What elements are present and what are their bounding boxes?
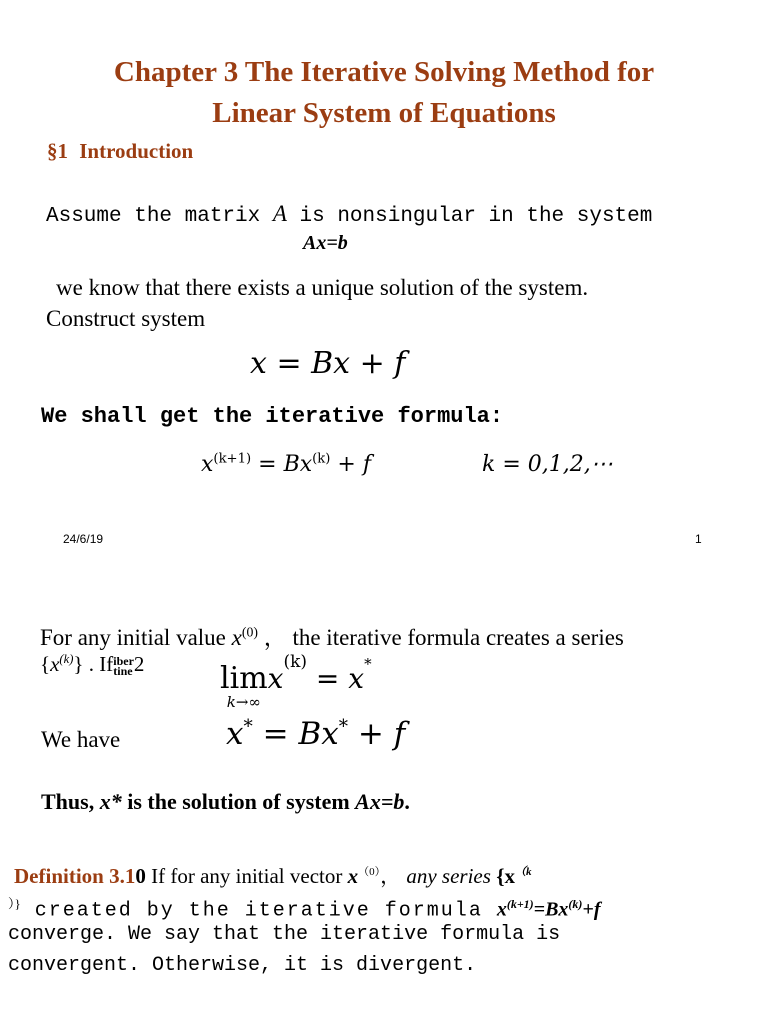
- lim-star: *: [364, 655, 372, 673]
- series-close: }: [73, 652, 84, 676]
- thus-var: x*: [99, 789, 122, 814]
- fixed-point-equation: [226, 716, 405, 752]
- definition-label-tail: 0: [135, 864, 146, 888]
- initial-after: ， the iterative formula creates a series: [257, 625, 624, 650]
- definition-line2-start: ）}: [8, 896, 21, 911]
- matrix-var: A: [272, 201, 287, 226]
- conclusion-line: [41, 789, 410, 815]
- iter-lhs: x: [201, 452, 214, 477]
- definition-line4: convergent. Otherwise, it is divergent.: [8, 954, 477, 977]
- iter-mid: = Bx: [251, 452, 313, 477]
- series-line: [40, 652, 144, 677]
- unique-solution-text: we know that there exists a unique solution of the system.: [56, 275, 589, 300]
- thus-mid: is the solution of system: [121, 789, 356, 814]
- fixed-end: + f: [348, 716, 406, 752]
- section-number: §1: [47, 139, 68, 163]
- construct-system-text: Construct system: [46, 306, 206, 331]
- system-ax-b: Ax=b: [303, 232, 348, 254]
- assume-before: Assume the matrix: [46, 205, 273, 228]
- iterative-formula-intro: We shall get the iterative formula:: [41, 404, 504, 429]
- stack-bottom: tine: [113, 664, 133, 679]
- definition-line1: [14, 860, 531, 890]
- fixed-x: x: [226, 716, 244, 752]
- definition-vec: x: [347, 864, 359, 888]
- definition-comma: ，: [380, 864, 402, 888]
- iter-mid-sup: (k): [312, 451, 331, 467]
- thus-before: Thus,: [41, 789, 100, 814]
- initial-sup: (0): [241, 624, 258, 640]
- lim-operator: [220, 661, 268, 711]
- section-heading: [47, 139, 193, 164]
- definition-line2: [8, 893, 600, 923]
- initial-value-line: [40, 619, 624, 652]
- garbled-stack: [113, 654, 134, 679]
- definition-brace: {x: [496, 864, 515, 888]
- lim-word: lim: [220, 661, 268, 696]
- series-if: . If: [83, 652, 114, 676]
- definition-any-series: any series: [401, 864, 497, 888]
- stack-top: iber: [113, 654, 134, 669]
- definition-text1: If for any initial vector: [145, 864, 348, 888]
- chapter-title-line2: Linear System of Equations: [212, 97, 556, 129]
- initial-before: For any initial value: [40, 625, 232, 650]
- thus-end: .: [404, 789, 410, 814]
- fixed-mid: = Bx: [252, 716, 339, 752]
- definition-formula-sup1: (k+1): [506, 897, 534, 911]
- lim-eq: = x: [307, 662, 365, 695]
- series-sup: (k): [59, 652, 74, 666]
- iterative-formula: [201, 452, 371, 477]
- system-equation: x = Bx + f: [250, 346, 406, 381]
- initial-var: x: [231, 625, 242, 650]
- definition-line2-text: created by the iterative formula: [20, 899, 497, 923]
- section-label: Introduction: [79, 139, 194, 163]
- definition-formula-sup2: (k): [568, 897, 583, 911]
- fixed-star1: *: [243, 716, 253, 738]
- lim-x: x: [267, 662, 284, 695]
- thus-sys: Ax=b: [355, 789, 405, 814]
- definition-line3: converge. We say that the iterative formula is: [8, 923, 561, 946]
- assume-after: is nonsingular in the system: [286, 205, 653, 228]
- we-have-text: We have: [41, 727, 121, 752]
- series-var: x: [50, 652, 60, 676]
- definition-formula-end: +f: [582, 898, 601, 921]
- definition-formula-x: x: [496, 898, 507, 921]
- definition-brace-sup: （k: [514, 866, 532, 878]
- lim-sub: k→∞: [226, 693, 261, 711]
- limit-expression: [220, 652, 372, 711]
- slide-page-number: 1: [695, 532, 702, 546]
- assume-line: [46, 201, 652, 228]
- iter-rhs: + f: [330, 452, 371, 477]
- definition-formula-mid: =Bx: [533, 898, 569, 921]
- definition-vec-sup: （0）: [358, 866, 381, 878]
- iter-lhs-sup: (k+1): [213, 451, 252, 467]
- definition-label: Definition 3.1: [14, 864, 136, 888]
- slide-date: 24/6/19: [63, 532, 104, 546]
- k-range: k = 0,1,2,⋯: [482, 452, 613, 477]
- lim-sup: (k): [283, 652, 308, 672]
- fixed-star2: *: [338, 716, 349, 738]
- series-open: {: [40, 652, 51, 676]
- stack-tail: 2: [133, 652, 145, 676]
- chapter-title-line1: Chapter 3 The Iterative Solving Method for: [113, 56, 655, 88]
- chapter-title: [0, 52, 768, 134]
